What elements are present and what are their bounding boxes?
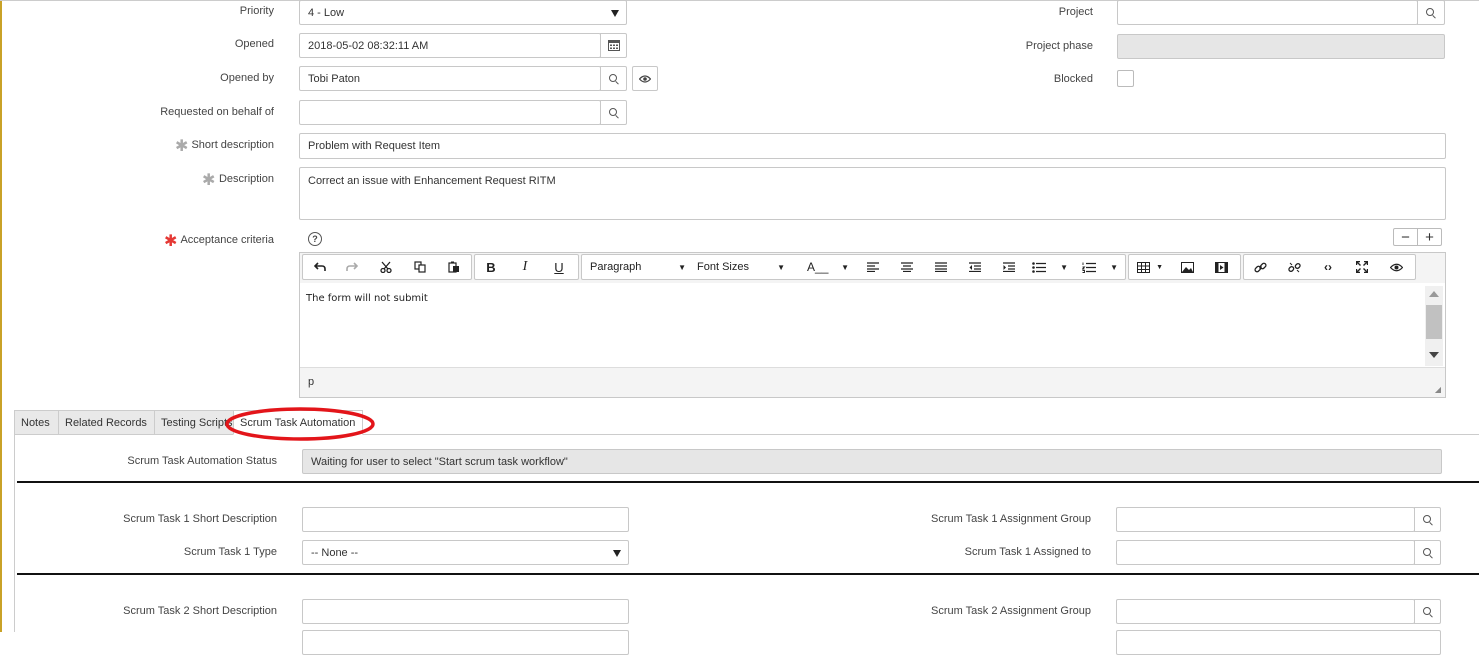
task1-type-value: -- None -- [311, 546, 359, 559]
task1-assigned-field[interactable] [1116, 540, 1415, 565]
opened-by-lookup-button[interactable] [600, 66, 627, 91]
acceptance-criteria-label: Acceptance criteria [180, 234, 274, 246]
blocked-label: Blocked [1053, 73, 1093, 85]
opened-by-label: Opened by [220, 72, 274, 84]
scrum-status-field [302, 449, 1442, 474]
priority-value: 4 - Low [308, 6, 345, 19]
caret-down-icon: ▼ [777, 262, 785, 272]
link-icon[interactable] [1249, 255, 1271, 279]
source-code-icon[interactable]: ‹› [1324, 260, 1332, 274]
outdent-icon[interactable] [964, 255, 986, 279]
search-icon [609, 74, 619, 84]
plus-icon: + [1425, 229, 1434, 246]
requested-on-behalf-field[interactable] [299, 100, 601, 125]
preview-icon[interactable] [1385, 255, 1407, 279]
fullscreen-icon[interactable] [1351, 255, 1373, 279]
opened-value: 2018-05-02 08:32:11 AM [308, 39, 429, 52]
task1-group-lookup-button[interactable] [1414, 507, 1441, 532]
toolbar-group-edit [302, 254, 472, 280]
toolbar-group-insert [1128, 254, 1241, 280]
eye-icon [639, 75, 651, 83]
section-divider [17, 481, 1479, 483]
search-icon [1426, 8, 1436, 18]
scroll-up-icon[interactable] [1429, 291, 1439, 297]
editor-content[interactable] [306, 293, 1416, 363]
align-center-icon[interactable] [896, 255, 918, 279]
priority-select[interactable] [299, 0, 627, 25]
caret-down-icon: ▼ [1110, 262, 1118, 272]
task1-type-select[interactable] [302, 540, 629, 565]
bullet-list-icon[interactable] [1032, 255, 1068, 279]
calendar-icon [608, 40, 620, 51]
editor-scrollbar[interactable] [1425, 286, 1443, 366]
tab-related-records[interactable] [58, 410, 155, 435]
task1-assigned-label: Scrum Task 1 Assigned to [964, 546, 1091, 558]
numbered-list-icon[interactable] [1082, 255, 1118, 279]
description-field[interactable] [299, 167, 1446, 220]
editor-statusbar [300, 367, 1445, 397]
element-path[interactable]: p [308, 376, 315, 388]
expand-editor-button[interactable] [1417, 228, 1442, 246]
copy-icon[interactable] [409, 255, 431, 279]
cut-icon[interactable] [375, 255, 397, 279]
paragraph-select[interactable] [590, 255, 686, 279]
bold-icon[interactable]: B [486, 259, 496, 275]
project-phase-field [1117, 34, 1445, 59]
italic-icon[interactable]: I [522, 259, 528, 274]
undo-icon[interactable] [309, 255, 331, 279]
search-icon [1423, 548, 1433, 558]
requested-on-behalf-label: Requested on behalf of [160, 106, 274, 118]
toolbar-group-block [581, 254, 1126, 280]
task2-short-desc-field[interactable] [302, 599, 629, 624]
task2-short-desc-label: Scrum Task 2 Short Description [123, 605, 277, 617]
font-color-button[interactable] [807, 255, 849, 279]
required-marker: ✱ [175, 138, 189, 155]
help-icon-glyph: ? [312, 234, 318, 244]
project-phase-label: Project phase [1025, 40, 1093, 52]
opened-by-preview-button[interactable] [632, 66, 658, 91]
tab-notes-label: Notes [21, 416, 50, 429]
section-divider [17, 573, 1479, 575]
opened-label: Opened [234, 38, 274, 50]
underline-icon[interactable]: U [554, 259, 564, 275]
page-left-border [0, 0, 2, 632]
font-color-icon: A__ [807, 260, 829, 274]
requested-on-behalf-lookup-button[interactable] [600, 100, 627, 125]
font-sizes-label: Font Sizes [697, 261, 749, 273]
calendar-button[interactable] [600, 33, 627, 58]
image-icon[interactable] [1176, 255, 1198, 279]
help-icon[interactable] [308, 232, 322, 246]
caret-down-icon: ▼ [678, 262, 686, 272]
scrum-status-value: Waiting for user to select "Start scrum task workflow" [311, 455, 568, 468]
priority-label: Priority [239, 5, 274, 17]
task1-group-label: Scrum Task 1 Assignment Group [931, 513, 1091, 525]
task1-assigned-lookup-button[interactable] [1414, 540, 1441, 565]
chevron-down-icon [613, 550, 621, 557]
tab-related-records-label: Related Records [65, 416, 147, 429]
search-icon [1423, 515, 1433, 525]
unlink-icon[interactable] [1283, 255, 1305, 279]
tab-scrum-task-automation-label: Scrum Task Automation [240, 416, 356, 429]
font-sizes-select[interactable] [697, 255, 785, 279]
chevron-down-icon [611, 10, 619, 17]
project-field[interactable] [1117, 0, 1418, 25]
task2-group-field[interactable] [1116, 599, 1415, 624]
tab-testing-scripts-label: Testing Scripts [161, 416, 233, 429]
opened-by-value: Tobi Paton [308, 72, 360, 85]
tab-notes[interactable] [14, 410, 59, 435]
toolbar-group-format [474, 254, 579, 280]
align-justify-icon[interactable] [930, 255, 952, 279]
task2-group-lookup-button[interactable] [1414, 599, 1441, 624]
paragraph-label: Paragraph [590, 261, 642, 273]
task1-type-label: Scrum Task 1 Type [183, 546, 277, 558]
description-value: Correct an issue with Enhancement Request RITM [308, 175, 556, 187]
required-marker: ✱ [164, 233, 178, 250]
tab-panel-border [14, 435, 15, 632]
collapse-editor-button[interactable] [1393, 228, 1418, 246]
scrum-status-label: Scrum Task Automation Status [127, 455, 277, 467]
task2-assigned-field[interactable] [1116, 630, 1441, 655]
media-icon[interactable] [1210, 255, 1232, 279]
description-label: Description [218, 173, 274, 185]
required-marker: ✱ [202, 172, 216, 189]
task2-group-label: Scrum Task 2 Assignment Group [931, 605, 1091, 617]
paste-icon[interactable] [443, 255, 465, 279]
blocked-checkbox[interactable] [1117, 70, 1134, 87]
editor-text: The form will not submit [306, 293, 428, 304]
task2-type-select[interactable] [302, 630, 629, 655]
short-description-field[interactable] [299, 133, 1446, 159]
redo-icon[interactable] [341, 255, 363, 279]
caret-down-icon: ▼ [1060, 262, 1068, 272]
project-label: Project [1058, 6, 1093, 18]
resize-handle-icon[interactable]: ◢ [1434, 385, 1441, 394]
minus-icon: − [1401, 229, 1410, 246]
opened-field[interactable] [299, 33, 601, 58]
search-icon [609, 108, 619, 118]
align-left-icon[interactable] [862, 255, 884, 279]
table-icon[interactable] [1137, 255, 1163, 279]
caret-down-icon: ▼ [1156, 263, 1163, 271]
toolbar-group-misc [1243, 254, 1416, 280]
scroll-down-icon[interactable] [1429, 352, 1439, 358]
task1-short-desc-field[interactable] [302, 507, 629, 532]
task1-short-desc-label: Scrum Task 1 Short Description [123, 513, 277, 525]
opened-by-field[interactable] [299, 66, 601, 91]
scrollbar-thumb[interactable] [1426, 305, 1442, 339]
search-icon [1423, 607, 1433, 617]
short-description-value: Problem with Request Item [308, 140, 441, 152]
project-lookup-button[interactable] [1417, 0, 1445, 25]
caret-down-icon: ▼ [841, 262, 849, 272]
short-description-label: Short description [191, 139, 274, 151]
indent-icon[interactable] [998, 255, 1020, 279]
task1-group-field[interactable] [1116, 507, 1415, 532]
annotation-ellipse [222, 404, 378, 444]
